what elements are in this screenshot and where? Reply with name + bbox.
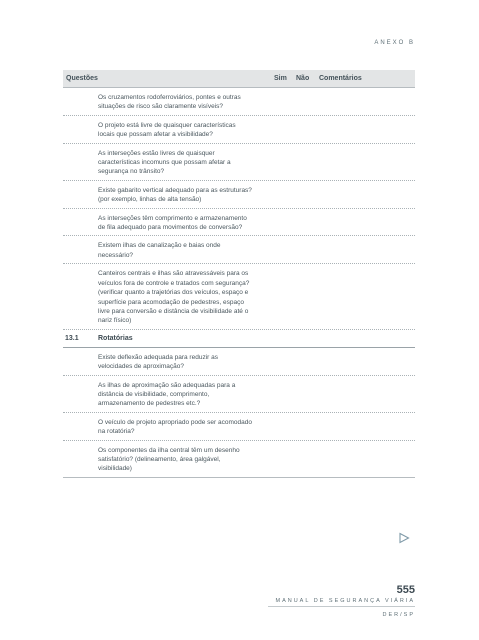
question-text: Existe deflexão adequada para reduzir as velocidades de aproximação? <box>98 353 218 371</box>
section-title: Rotatórias <box>98 334 133 342</box>
question-text: O projeto está livre de quaisquer características locais que possam afetar a visibilidade? <box>98 121 236 139</box>
table-row <box>63 441 415 478</box>
section-number: 13.1 <box>65 334 79 342</box>
question-text: O veículo de projeto apropriado pode ser acomodado na rotatória? <box>98 418 252 436</box>
question-text: As interseções estão livres de quaisquer características incomuns que possam afetar a segurança no trânsito? <box>98 149 231 176</box>
annex-label: ANEXO B <box>374 40 415 46</box>
organization-label: DER/SP <box>382 612 415 618</box>
table-row <box>63 376 415 413</box>
column-questions: Questões <box>66 75 98 82</box>
table-header <box>63 70 415 88</box>
column-yes: Sim <box>274 75 287 82</box>
table-row <box>63 348 415 376</box>
question-text: Os cruzamentos rodoferroviários, pontes e outras situações de risco são claramente visíveis? <box>98 94 241 111</box>
table-row <box>63 236 415 264</box>
question-text: Os componentes da ilha central têm um desenho satisfatório? (delineamento, área galgável, visibilidade) <box>98 446 240 473</box>
question-text: Existem ilhas de canalização e baias onde necessário? <box>98 242 221 259</box>
table-row <box>63 264 415 329</box>
question-text: As interseções têm comprimento e armazenamento de fila adequado para movimentos de conversão? <box>98 214 247 232</box>
manual-title: MANUAL DE SEGURANÇA VIÁRIA <box>275 598 415 604</box>
table-row <box>63 116 415 144</box>
column-comments: Comentários <box>319 75 362 82</box>
page-number: 555 <box>396 584 415 596</box>
questions-table-body <box>63 88 415 478</box>
table-row <box>63 413 415 441</box>
question-text: Existe gabarito vertical adequado para as estruturas? (por exemplo, linhas de alta tensão) <box>98 186 252 204</box>
table-row <box>63 88 415 116</box>
question-text: As ilhas de aproximação são adequadas para a distância de visibilidade, comprimento, armazenamento de pedestres etc.? <box>98 381 236 408</box>
table-row <box>63 181 415 209</box>
table-row <box>63 209 415 237</box>
next-page-arrow-icon[interactable] <box>398 532 410 544</box>
section-heading-row <box>63 330 415 348</box>
table-row <box>63 144 415 181</box>
question-text: Canteiros centrais e ilhas são atravessáveis para os veículos fora de controle e tratados com segurança? (verificar quanto a trajetórias dos veículos, espaço e superfície para acomodação de pedestres, espaço livre para conversão e distância de visibilidade até o nariz físico) <box>98 270 250 325</box>
footer-divider <box>268 606 415 607</box>
column-no: Não <box>296 75 310 82</box>
